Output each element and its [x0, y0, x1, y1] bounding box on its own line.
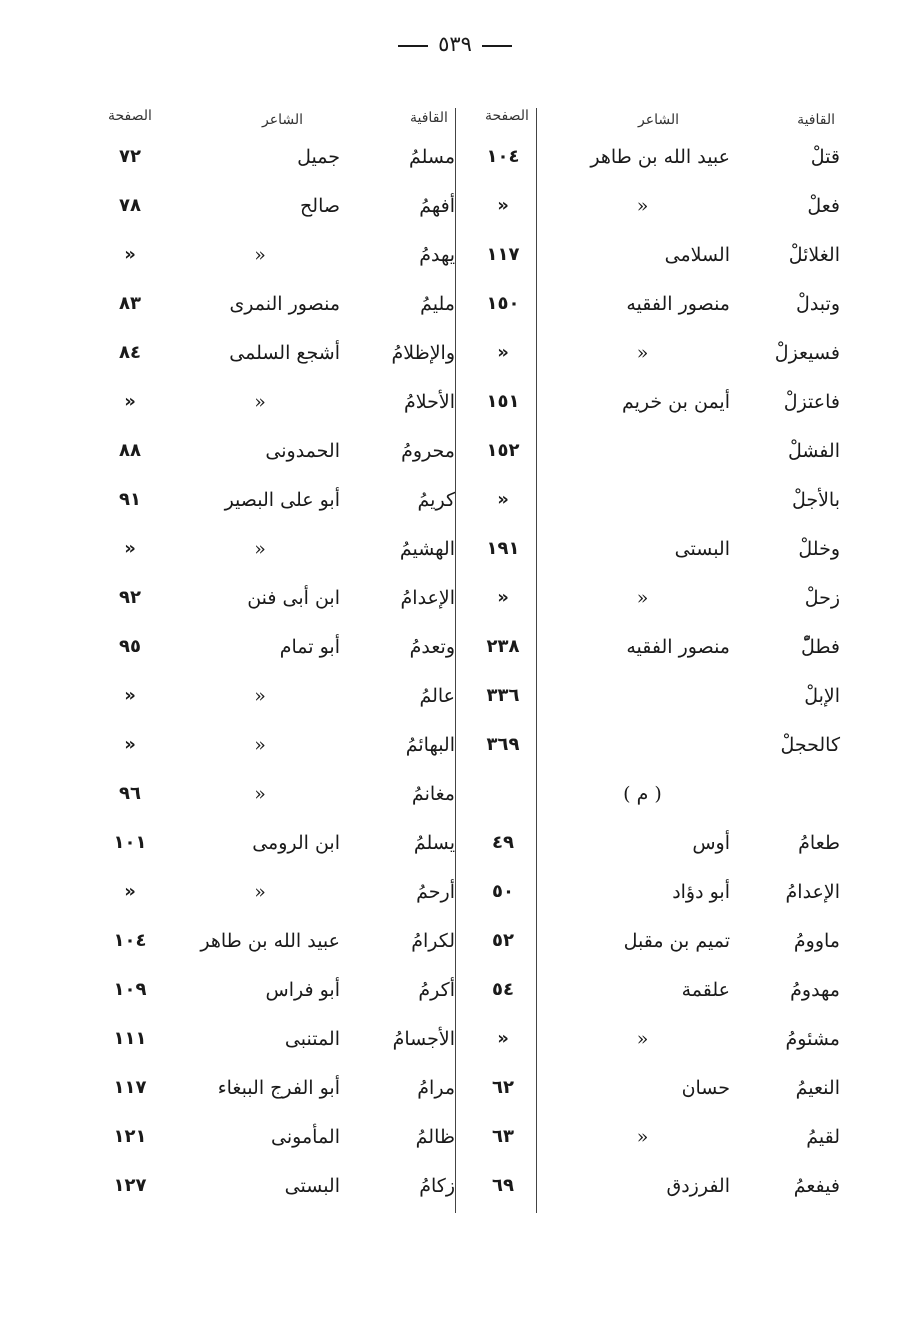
right-poet-cell-text: السلامى: [664, 243, 730, 266]
header-right-poet: الشاعر: [638, 112, 679, 128]
left-rhyme-cell: [360, 573, 455, 622]
left-page-cell: [95, 1112, 165, 1161]
right-poet-cell: [555, 328, 730, 377]
left-rhyme-cell-text: لكرامُ: [411, 929, 455, 952]
right-rhyme-cell: [740, 426, 840, 475]
right-rhyme-cell-text: كالحجلْ: [780, 733, 840, 756]
right-rhyme-cell-text: الفشلْ: [787, 439, 840, 462]
right-page-cell: [470, 573, 536, 622]
left-poet-cell-text: «: [254, 537, 266, 560]
left-rhyme-cell: [360, 916, 455, 965]
left-poet-cell: [180, 1014, 340, 1063]
right-rhyme-cell: [740, 965, 840, 1014]
left-rhyme-cell: [360, 622, 455, 671]
left-poet-cell: [180, 328, 340, 377]
left-rhyme-cell-text: الأجسامُ: [392, 1027, 455, 1050]
left-rhyme-cell: [360, 328, 455, 377]
left-poet-cell-text: عبيد الله بن طاهر: [200, 929, 340, 952]
left-rhyme-cell-text: البهائمُ: [405, 733, 455, 756]
right-page-cell-text: ٣٣٦: [486, 685, 520, 706]
left-rhyme-cell: [360, 769, 455, 818]
right-page-cell: [470, 916, 536, 965]
left-poet-cell: [180, 1063, 340, 1112]
page-number-dash-right: [482, 45, 512, 47]
left-poet-cell-text: «: [254, 684, 266, 707]
right-poet-cell: [555, 230, 730, 279]
left-poet-cell: [180, 622, 340, 671]
left-poet-cell: [180, 867, 340, 916]
header-right-page: الصفحة: [485, 108, 529, 124]
left-page-cell-text: ١٠١: [113, 832, 147, 853]
left-rhyme-cell: [360, 1161, 455, 1210]
right-poet-cell: [555, 524, 730, 573]
left-rhyme-cell: [360, 426, 455, 475]
left-rhyme-cell: [360, 279, 455, 328]
left-poet-cell-text: ابن أبى فنن: [247, 586, 340, 609]
right-rhyme-cell: [740, 769, 840, 818]
right-page-cell-text: ٥٤: [492, 979, 514, 1000]
left-rhyme-cell-text: أفهمُ: [419, 194, 455, 217]
left-poet-cell-text: أبو فراس: [265, 978, 340, 1001]
left-poet-cell-text: «: [254, 390, 266, 413]
left-page-cell: [95, 181, 165, 230]
left-page-column: [95, 132, 165, 1222]
left-rhyme-cell: [360, 867, 455, 916]
right-rhyme-cell: [740, 475, 840, 524]
left-page-cell: [95, 475, 165, 524]
left-rhyme-cell-text: مسلمُ: [408, 145, 455, 168]
left-page-cell: [95, 230, 165, 279]
left-poet-cell-text: «: [254, 880, 266, 903]
right-poet-cell: [555, 279, 730, 328]
right-page-cell-text: «: [497, 1028, 509, 1049]
left-rhyme-cell: [360, 1063, 455, 1112]
left-poet-column: [180, 132, 340, 1222]
right-poet-cell: [555, 1161, 730, 1210]
left-rhyme-cell-text: أرحمُ: [416, 880, 455, 903]
right-poet-cell: [555, 769, 730, 818]
left-page-cell-text: ١١١: [113, 1028, 147, 1049]
right-rhyme-cell: [740, 867, 840, 916]
right-poet-column: [555, 132, 730, 1222]
header-left-page: الصفحة: [108, 108, 152, 124]
right-poet-cell-text: «: [636, 341, 649, 364]
left-page-cell-text: ٧٢: [119, 146, 141, 167]
right-rhyme-cell-text: النعيمُ: [795, 1076, 840, 1099]
right-rhyme-cell: [740, 622, 840, 671]
header-left-poet: الشاعر: [262, 112, 303, 128]
right-page-cell: [470, 720, 536, 769]
left-poet-cell-text: المأمونى: [271, 1125, 340, 1148]
left-page-cell: [95, 279, 165, 328]
left-rhyme-cell: [360, 965, 455, 1014]
left-rhyme-cell-text: زكامُ: [419, 1174, 455, 1197]
right-rhyme-cell: [740, 573, 840, 622]
right-poet-cell: [555, 1014, 730, 1063]
right-page-cell: [470, 769, 536, 818]
left-page-cell-text: ١٠٤: [113, 930, 147, 951]
left-rhyme-cell: [360, 720, 455, 769]
right-page-cell: [470, 328, 536, 377]
right-rhyme-cell-text: مشئومُ: [785, 1027, 840, 1050]
left-page-cell-text: ٩٥: [119, 636, 141, 657]
right-poet-cell: [555, 818, 730, 867]
right-poet-cell: [555, 475, 730, 524]
right-page-cell: [470, 1112, 536, 1161]
left-poet-cell: [180, 132, 340, 181]
left-rhyme-cell: [360, 1014, 455, 1063]
right-poet-cell-text: «: [636, 1125, 649, 1148]
right-poet-cell-text: تميم بن مقبل: [623, 929, 730, 952]
right-rhyme-column: [740, 132, 840, 1222]
left-poet-cell: [180, 475, 340, 524]
page-number-dash-left: [398, 45, 428, 47]
right-page-column: [470, 132, 536, 1222]
right-rhyme-cell: [740, 1112, 840, 1161]
right-page-cell: [470, 377, 536, 426]
left-poet-cell: [180, 377, 340, 426]
left-poet-cell-text: «: [254, 243, 266, 266]
right-rhyme-cell: [740, 524, 840, 573]
left-page-cell: [95, 132, 165, 181]
left-page-cell-text: «: [124, 244, 136, 265]
right-page-cell: [470, 818, 536, 867]
left-poet-cell-text: أبو الفرج الببغاء: [217, 1076, 340, 1099]
right-page-cell: [470, 132, 536, 181]
right-page-cell-text: «: [497, 489, 509, 510]
right-poet-cell-text: أيمن بن خريم: [621, 390, 730, 413]
left-page-cell-text: ١٢١: [113, 1126, 147, 1147]
left-poet-cell-text: «: [254, 782, 266, 805]
left-page-cell-text: «: [124, 391, 136, 412]
left-rhyme-cell-text: وتعدمُ: [409, 635, 455, 658]
left-rhyme-cell-text: مليمُ: [420, 292, 455, 315]
left-poet-cell-text: منصور النمرى: [229, 292, 340, 315]
right-poet-cell-text: أوس: [692, 831, 730, 854]
page-number: [0, 32, 910, 56]
right-rhyme-cell-text: بالأجلْ: [791, 488, 840, 511]
right-poet-cell: [555, 622, 730, 671]
left-poet-cell: [180, 1112, 340, 1161]
right-rhyme-cell: [740, 720, 840, 769]
right-rhyme-cell-text: فطلّْ: [800, 635, 840, 658]
left-poet-cell-text: صالح: [300, 194, 340, 217]
left-page-cell-text: ١٢٧: [113, 1175, 147, 1196]
left-poet-cell-text: البستى: [284, 1174, 340, 1197]
right-page-cell: [470, 622, 536, 671]
header-right-rhyme: القافية: [797, 112, 835, 128]
left-poet-cell: [180, 524, 340, 573]
right-poet-cell: [555, 965, 730, 1014]
left-poet-cell: [180, 573, 340, 622]
left-rhyme-cell: [360, 524, 455, 573]
right-page-cell-text: ١٥٠: [486, 293, 520, 314]
right-page-cell: [470, 475, 536, 524]
left-poet-cell: [180, 818, 340, 867]
right-rhyme-cell: [740, 1014, 840, 1063]
left-rhyme-cell-text: الأحلامُ: [404, 390, 455, 413]
right-page-cell-text: «: [497, 195, 509, 216]
right-page-cell: [470, 1161, 536, 1210]
right-rhyme-cell: [740, 1161, 840, 1210]
left-page-cell-text: ٧٨: [119, 195, 141, 216]
left-page-cell: [95, 818, 165, 867]
left-page-cell: [95, 622, 165, 671]
left-rhyme-cell: [360, 1112, 455, 1161]
right-rhyme-cell: [740, 1063, 840, 1112]
right-rhyme-cell-text: فسيعزلْ: [774, 341, 840, 364]
right-poet-cell: [555, 132, 730, 181]
right-rhyme-cell-text: الإعدامُ: [785, 880, 840, 903]
right-poet-cell-text: «: [636, 194, 649, 217]
left-poet-cell-text: أبو على البصير: [224, 488, 340, 511]
right-rhyme-cell-text: فعلْ: [807, 194, 840, 217]
left-poet-cell: [180, 916, 340, 965]
left-poet-cell-text: ابن الرومى: [252, 831, 340, 854]
left-page-cell-text: ١١٧: [113, 1077, 147, 1098]
left-page-cell: [95, 965, 165, 1014]
right-page-cell-text: ١٩١: [486, 538, 520, 559]
left-poet-cell: [180, 720, 340, 769]
left-page-cell-text: «: [124, 881, 136, 902]
right-poet-cell-text: الفرزدق: [666, 1174, 730, 1197]
right-page-cell: [470, 524, 536, 573]
left-page-cell: [95, 720, 165, 769]
right-rhyme-cell: [740, 279, 840, 328]
right-rhyme-cell-text: وخللْ: [798, 537, 840, 560]
right-poet-cell: [555, 720, 730, 769]
right-rhyme-cell-text: الغلائلْ: [788, 243, 840, 266]
right-poet-cell-text: ( م ): [623, 782, 662, 805]
left-rhyme-cell: [360, 230, 455, 279]
right-page-cell-text: ١١٧: [486, 244, 520, 265]
right-rhyme-cell: [740, 818, 840, 867]
left-poet-cell-text: جميل: [297, 145, 340, 168]
right-rhyme-cell-text: الإبلْ: [804, 684, 840, 707]
left-rhyme-cell: [360, 377, 455, 426]
right-poet-cell: [555, 181, 730, 230]
left-poet-cell: [180, 426, 340, 475]
left-poet-cell: [180, 671, 340, 720]
divider-right-page: [536, 108, 537, 1213]
right-poet-cell: [555, 671, 730, 720]
left-page-cell-text: «: [124, 538, 136, 559]
left-rhyme-cell: [360, 181, 455, 230]
left-rhyme-cell-text: كريمُ: [417, 488, 455, 511]
left-rhyme-cell-text: الإعدامُ: [400, 586, 455, 609]
left-page-cell-text: «: [124, 734, 136, 755]
left-poet-cell-text: أبو تمام: [279, 635, 340, 658]
left-poet-cell: [180, 279, 340, 328]
left-poet-cell: [180, 181, 340, 230]
right-rhyme-cell-text: وتبدلْ: [796, 292, 840, 315]
right-rhyme-cell-text: قتلْ: [810, 145, 840, 168]
right-page-cell-text: ٣٦٩: [486, 734, 520, 755]
left-poet-cell: [180, 769, 340, 818]
right-rhyme-cell-text: طعامُ: [798, 831, 840, 854]
left-page-cell-text: ٩٢: [119, 587, 141, 608]
left-page-cell: [95, 1063, 165, 1112]
left-page-cell: [95, 916, 165, 965]
left-page-cell-text: ٨٨: [119, 440, 141, 461]
right-poet-cell-text: علقمة: [681, 978, 730, 1001]
right-rhyme-cell: [740, 328, 840, 377]
right-rhyme-cell-text: لقيمُ: [806, 1125, 840, 1148]
right-page-cell-text: «: [497, 587, 509, 608]
right-poet-cell: [555, 426, 730, 475]
left-page-cell: [95, 671, 165, 720]
right-page-cell: [470, 279, 536, 328]
right-page-cell: [470, 867, 536, 916]
right-poet-cell: [555, 1063, 730, 1112]
right-poet-cell: [555, 867, 730, 916]
right-rhyme-cell-text: فيفعمُ: [793, 1174, 840, 1197]
right-page-cell-text: ٤٩: [492, 832, 514, 853]
right-rhyme-cell: [740, 181, 840, 230]
right-poet-cell: [555, 916, 730, 965]
right-poet-cell: [555, 1112, 730, 1161]
left-rhyme-cell-text: والإظلامُ: [391, 341, 455, 364]
left-page-cell-text: ٨٤: [119, 342, 141, 363]
left-poet-cell: [180, 1161, 340, 1210]
left-rhyme-cell-text: مرامُ: [417, 1076, 455, 1099]
right-page-cell-text: «: [497, 342, 509, 363]
right-poet-cell-text: «: [636, 586, 649, 609]
left-rhyme-cell: [360, 671, 455, 720]
left-page-cell: [95, 328, 165, 377]
left-page-cell: [95, 426, 165, 475]
right-page-cell: [470, 230, 536, 279]
right-page-cell-text: ١٠٤: [486, 146, 520, 167]
right-page-cell-text: ٢٣٨: [486, 636, 520, 657]
left-rhyme-cell: [360, 132, 455, 181]
left-poet-cell-text: المتنبى: [284, 1027, 340, 1050]
right-page-cell-text: ٦٣: [492, 1126, 514, 1147]
page-number-text: ٥٣٩: [438, 32, 472, 56]
right-poet-cell: [555, 573, 730, 622]
right-page-cell-text: ٥٢: [492, 930, 514, 951]
divider-left-rhyme: [455, 108, 456, 1213]
left-rhyme-column: [360, 132, 455, 1222]
left-page-cell-text: «: [124, 685, 136, 706]
right-page-cell: [470, 1014, 536, 1063]
right-poet-cell-text: حسان: [681, 1076, 730, 1099]
left-poet-cell-text: أشجع السلمى: [229, 341, 340, 364]
left-rhyme-cell-text: يسلمُ: [413, 831, 455, 854]
right-page-cell-text: ١٥٢: [486, 440, 520, 461]
left-page-cell-text: ٩١: [119, 489, 141, 510]
left-page-cell-text: ٨٣: [119, 293, 141, 314]
right-poet-cell-text: منصور الفقيه: [626, 292, 730, 315]
right-rhyme-cell-text: ماوومُ: [793, 929, 840, 952]
right-page-cell-text: ١٥١: [486, 391, 520, 412]
right-page-cell-text: ٦٩: [492, 1175, 514, 1196]
right-poet-cell-text: أبو دؤاد: [672, 880, 730, 903]
right-poet-cell-text: منصور الفقيه: [626, 635, 730, 658]
right-page-cell-text: ٦٢: [492, 1077, 514, 1098]
left-page-cell: [95, 1161, 165, 1210]
left-rhyme-cell-text: محرومُ: [401, 439, 455, 462]
left-rhyme-cell-text: يهدمُ: [419, 243, 455, 266]
right-rhyme-cell-text: زحلْ: [804, 586, 840, 609]
right-rhyme-cell-text: مهدومُ: [790, 978, 840, 1001]
right-page-cell: [470, 1063, 536, 1112]
right-poet-cell-text: عبيد الله بن طاهر: [590, 145, 730, 168]
right-rhyme-cell: [740, 230, 840, 279]
left-poet-cell-text: «: [254, 733, 266, 756]
right-rhyme-cell: [740, 132, 840, 181]
right-page-cell: [470, 965, 536, 1014]
left-page-cell-text: ٩٦: [119, 783, 141, 804]
left-rhyme-cell: [360, 818, 455, 867]
left-poet-cell: [180, 230, 340, 279]
right-rhyme-cell: [740, 377, 840, 426]
right-page-cell: [470, 671, 536, 720]
right-rhyme-cell: [740, 916, 840, 965]
right-poet-cell-text: البستى: [674, 537, 730, 560]
left-rhyme-cell-text: أكرمُ: [418, 978, 455, 1001]
left-page-cell: [95, 524, 165, 573]
left-poet-cell-text: الحمدونى: [265, 439, 340, 462]
left-page-cell: [95, 377, 165, 426]
right-poet-cell: [555, 377, 730, 426]
left-page-cell: [95, 867, 165, 916]
right-page-cell: [470, 181, 536, 230]
left-page-cell: [95, 1014, 165, 1063]
right-page-cell: [470, 426, 536, 475]
left-page-cell: [95, 769, 165, 818]
right-poet-cell-text: «: [636, 1027, 649, 1050]
right-rhyme-cell: [740, 671, 840, 720]
left-rhyme-cell-text: الهشيمُ: [399, 537, 455, 560]
left-page-cell: [95, 573, 165, 622]
right-rhyme-cell-text: فاعتزلْ: [783, 390, 840, 413]
left-rhyme-cell: [360, 475, 455, 524]
right-page-cell-text: ٥٠: [492, 881, 514, 902]
left-poet-cell: [180, 965, 340, 1014]
left-rhyme-cell-text: عالمُ: [419, 684, 455, 707]
left-rhyme-cell-text: ظالمُ: [415, 1125, 455, 1148]
header-left-rhyme: القافية: [410, 110, 448, 126]
left-page-cell-text: ١٠٩: [113, 979, 147, 1000]
left-rhyme-cell-text: مغانمُ: [411, 782, 455, 805]
